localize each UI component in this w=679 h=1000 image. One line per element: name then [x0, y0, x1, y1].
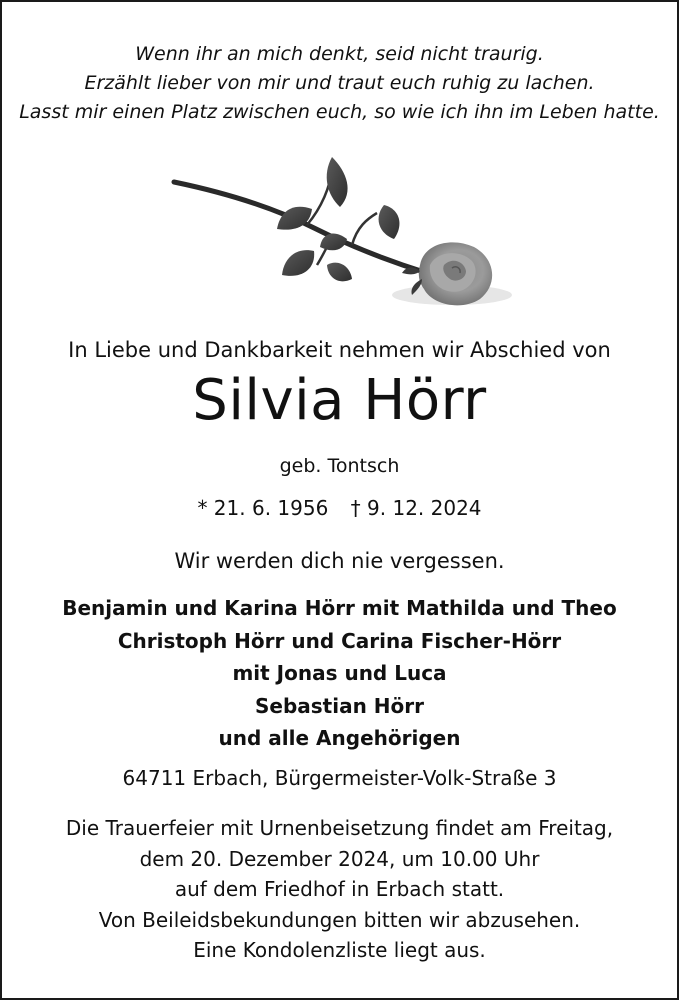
remembrance-text: Wir werden dich nie vergessen.	[174, 549, 505, 573]
address: 64711 Erbach, Bürgermeister-Volk-Straße 3	[122, 766, 557, 790]
death-date: † 9. 12. 2024	[350, 496, 482, 520]
intro-text: In Liebe und Dankbarkeit nehmen wir Abschied von	[68, 338, 611, 362]
service-info	[2, 813, 677, 966]
mourner-line: Benjamin und Karina Hörr mit Mathilda und Theo	[62, 596, 617, 620]
birth-date: * 21. 6. 1956	[197, 496, 329, 520]
mourner-line: mit Jonas und Luca	[232, 661, 447, 685]
mourner-line: Christoph Hörr und Carina Fischer-Hörr	[117, 628, 562, 653]
mourner-line: Sebastian Hörr	[254, 693, 424, 718]
mourners-list	[2, 592, 677, 755]
poem-line: Erzählt lieber von mir und traut euch ruhig zu lachen.	[84, 72, 595, 94]
poem-line: Lasst mir einen Platz zwischen euch, so wie ich ihn im Leben hatte.	[19, 101, 660, 123]
mourner-line: und alle Angehörigen	[218, 726, 461, 750]
service-line: Von Beileidsbekundungen bitten wir abzusehen.	[98, 907, 581, 932]
service-line: auf dem Friedhof in Erbach statt.	[174, 877, 505, 901]
maiden-name: geb. Tontsch	[279, 455, 400, 477]
deceased-name: Silvia Hörr	[192, 368, 487, 433]
service-line: Eine Kondolenzliste liegt aus.	[193, 938, 486, 962]
poem	[2, 40, 677, 127]
service-line: Die Trauerfeier mit Urnenbeisetzung findet am Freitag,	[65, 816, 614, 840]
life-dates	[2, 496, 677, 520]
poem-line: Wenn ihr an mich denkt, seid nicht traurig.	[135, 43, 544, 65]
rose-icon	[162, 147, 512, 317]
service-line: dem 20. Dezember 2024, um 10.00 Uhr	[139, 846, 540, 871]
